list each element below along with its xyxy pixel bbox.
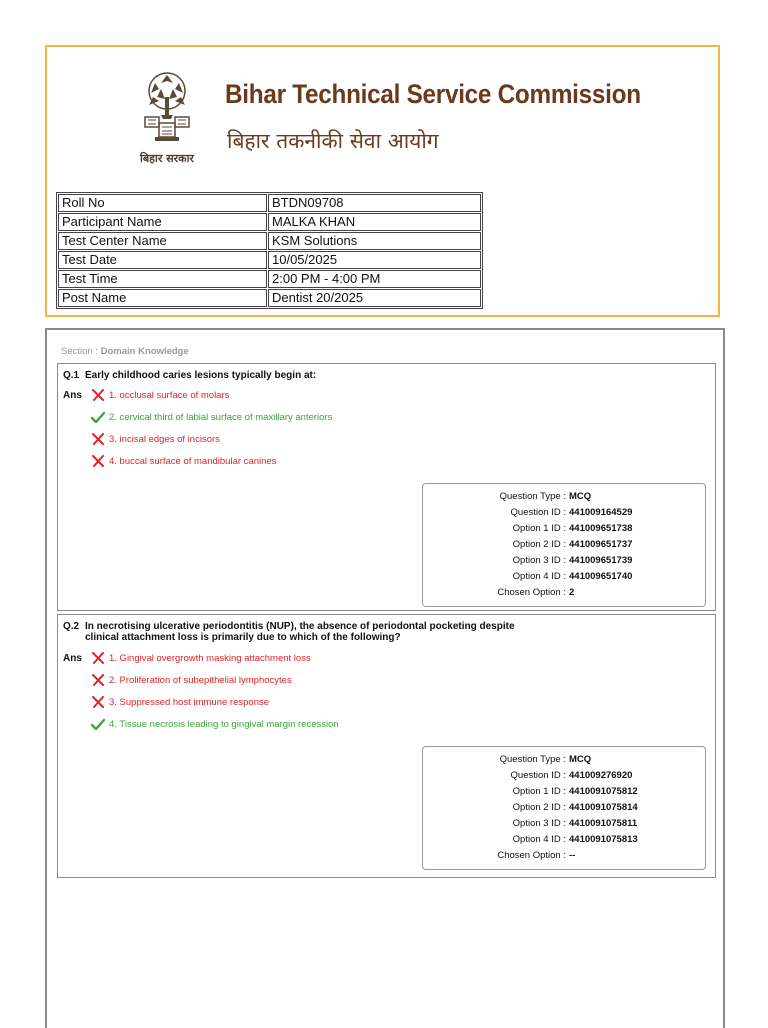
meta-label: Option 1 ID : — [512, 523, 566, 534]
option-3 — [91, 696, 269, 708]
info-label: Participant Name — [58, 213, 267, 231]
red-cross-icon — [91, 433, 105, 445]
table-row — [58, 270, 481, 288]
option-1 — [91, 652, 311, 664]
table-row — [58, 194, 481, 212]
table-row — [58, 232, 481, 250]
green-check-icon — [91, 411, 105, 423]
question-number: Q.2 — [63, 621, 80, 632]
option-text: 2. Proliferation of subepithelial lymphocytes — [109, 674, 292, 686]
answer-label: Ans — [63, 653, 82, 664]
bihar-emblem — [131, 69, 203, 169]
meta-label: Option 3 ID : — [512, 555, 566, 566]
bodhi-tree-emblem-icon — [131, 69, 203, 149]
section-title — [61, 346, 189, 357]
info-value: MALKA KHAN — [268, 213, 481, 231]
option-4 — [91, 455, 276, 467]
option-text: 1. occlusal surface of molars — [109, 389, 230, 401]
table-row — [58, 289, 481, 307]
option-text: 1. Gingival overgrowth masking attachment loss — [109, 652, 311, 664]
option-3 — [91, 433, 220, 445]
option-2-id-value: 441009651737 — [569, 539, 633, 550]
table-row — [58, 213, 481, 231]
option-3-id-value: 441009651739 — [569, 555, 633, 566]
meta-label: Option 4 ID : — [512, 834, 566, 845]
red-cross-icon — [91, 674, 105, 686]
option-2 — [91, 411, 332, 423]
question-line-1: Early childhood caries lesions typically begin at: — [85, 370, 317, 381]
question-type-value: MCQ — [569, 754, 592, 765]
option-text: 4. Tissue necrosis leading to gingival margin recession — [109, 718, 339, 730]
option-1-id-value: 441009651738 — [569, 523, 633, 534]
option-4-id-value: 4410091075813 — [569, 834, 638, 845]
option-1-id-value: 4410091075812 — [569, 786, 638, 797]
header-frame — [45, 45, 720, 317]
meta-label: Chosen Option : — [497, 587, 566, 598]
question-id-value: 441009276920 — [569, 770, 633, 781]
section-name: Domain Knowledge — [100, 346, 189, 357]
option-2-id-value: 4410091075814 — [569, 802, 638, 813]
meta-label: Option 3 ID : — [512, 818, 566, 829]
chosen-option-value: 2 — [569, 587, 575, 598]
red-cross-icon — [91, 652, 105, 664]
option-text: 3. incisal edges of incisors — [109, 433, 220, 445]
option-2 — [91, 674, 292, 686]
option-3-id-value: 4410091075811 — [569, 818, 638, 829]
meta-label: Option 2 ID : — [512, 802, 566, 813]
meta-label: Option 4 ID : — [512, 571, 566, 582]
info-value: BTDN09708 — [268, 194, 481, 212]
option-text: 3. Suppressed host immune response — [109, 696, 270, 708]
red-cross-icon — [91, 696, 105, 708]
meta-label: Question ID : — [510, 507, 566, 518]
meta-label: Question Type : — [499, 491, 566, 502]
red-cross-icon — [91, 389, 105, 401]
emblem-caption: बिहार सरकार — [140, 152, 194, 165]
question-text — [63, 370, 316, 381]
option-text: 4. buccal surface of mandibular canines — [109, 455, 277, 467]
info-value: 2:00 PM - 4:00 PM — [268, 270, 481, 288]
meta-label: Question Type : — [499, 754, 566, 765]
info-label: Post Name — [58, 289, 267, 307]
option-text: 2. cervical third of labial surface of maxillary anteriors — [109, 411, 333, 423]
response-sheet-frame — [45, 328, 725, 1028]
info-value: Dentist 20/2025 — [268, 289, 481, 307]
question-meta-box — [422, 746, 706, 870]
answer-label: Ans — [63, 390, 82, 401]
option-4 — [91, 718, 339, 730]
info-label: Test Time — [58, 270, 267, 288]
question-id-value: 441009164529 — [569, 507, 633, 518]
question-meta-box — [422, 483, 706, 607]
question-line-2: clinical attachment loss is primarily due to which of the following? — [85, 632, 401, 643]
info-value: 10/05/2025 — [268, 251, 481, 269]
meta-label: Chosen Option : — [497, 850, 566, 861]
red-cross-icon — [91, 455, 105, 467]
question-block-2 — [57, 614, 716, 878]
question-line-1: In necrotising ulcerative periodontitis (NUP), the absence of periodontal pocketing despite — [85, 621, 515, 632]
meta-label: Option 1 ID : — [512, 786, 566, 797]
question-number: Q.1 — [63, 370, 80, 381]
table-row — [58, 251, 481, 269]
green-check-icon — [91, 718, 105, 730]
info-label: Test Center Name — [58, 232, 267, 250]
meta-label: Option 2 ID : — [512, 539, 566, 550]
question-text — [63, 621, 515, 643]
question-block-1 — [57, 363, 716, 611]
candidate-info-table — [56, 192, 483, 309]
chosen-option-value: -- — [569, 850, 576, 861]
question-type-value: MCQ — [569, 491, 592, 502]
option-4-id-value: 441009651740 — [569, 571, 633, 582]
option-1 — [91, 389, 229, 401]
org-name-hindi: बिहार तकनीकी सेवा आयोग — [227, 129, 439, 153]
org-name-english: Bihar Technical Service Commission — [225, 79, 641, 109]
info-label: Test Date — [58, 251, 267, 269]
meta-label: Question ID : — [510, 770, 566, 781]
info-label: Roll No — [58, 194, 267, 212]
info-value: KSM Solutions — [268, 232, 481, 250]
section-prefix: Section : — [61, 346, 101, 357]
